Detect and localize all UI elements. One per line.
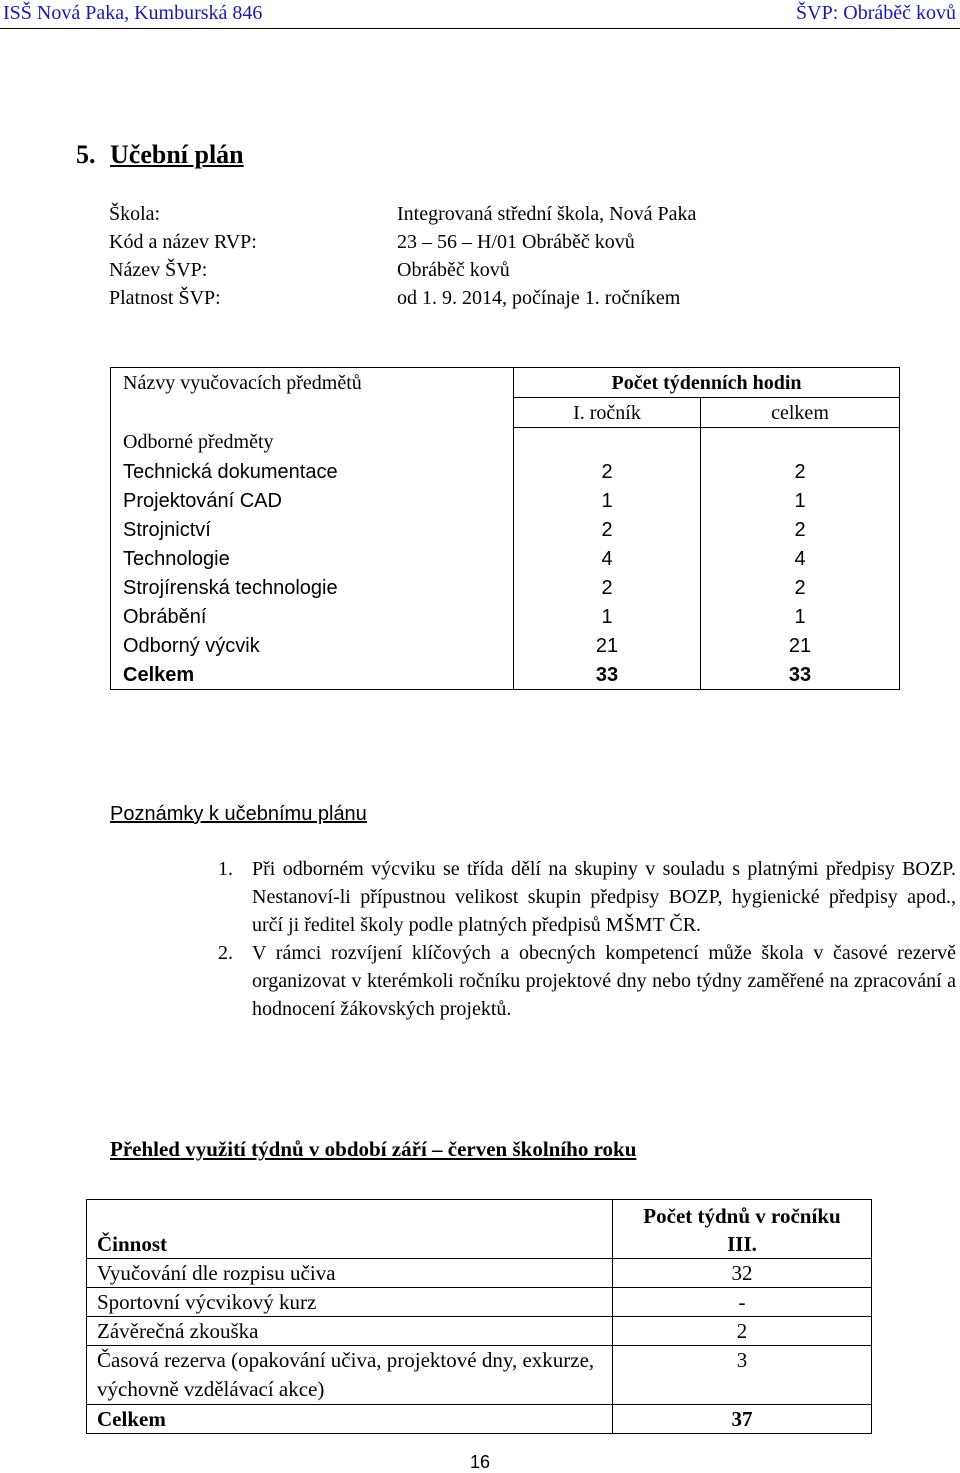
info-label: Škola: bbox=[109, 203, 161, 225]
subject-year-hours: 4 bbox=[514, 544, 701, 573]
table-row bbox=[87, 1317, 872, 1346]
table-row bbox=[111, 515, 900, 544]
col-subjects: Názvy vyučovacích předmětů bbox=[111, 368, 514, 398]
weeks-title-text: Přehled využití týdnů v období září – červen školního roku bbox=[110, 1137, 637, 1161]
weeks-title bbox=[110, 1137, 636, 1162]
table-row bbox=[111, 486, 900, 515]
table-total-row bbox=[111, 660, 900, 690]
notes-title: Poznámky k učebnímu plánu bbox=[110, 803, 367, 825]
empty-cell bbox=[701, 428, 900, 458]
info-value: od 1. 9. 2014, počínaje 1. ročníkem bbox=[397, 287, 681, 309]
table-row bbox=[111, 602, 900, 631]
table-row bbox=[111, 457, 900, 486]
note-item bbox=[218, 939, 956, 1023]
subject-year-hours: 21 bbox=[514, 631, 701, 660]
col-total bbox=[701, 398, 900, 428]
activity-name: Sportovní výcvikový kurz bbox=[87, 1288, 613, 1317]
table-row bbox=[87, 1288, 872, 1317]
empty-cell bbox=[87, 1200, 613, 1231]
total-label: Celkem bbox=[111, 660, 514, 690]
subject-name: Projektování CAD bbox=[111, 486, 514, 515]
header-program: ŠVP: Obráběč kovů bbox=[796, 2, 956, 24]
subject-name: Obrábění bbox=[111, 602, 514, 631]
col-total-label: celkem bbox=[771, 401, 829, 424]
note-item bbox=[218, 855, 956, 939]
table-total-row bbox=[87, 1405, 872, 1434]
total-weeks: 37 bbox=[613, 1405, 872, 1434]
col-year bbox=[514, 398, 701, 428]
table-subheader-row bbox=[87, 1230, 872, 1259]
col-activity: Činnost bbox=[87, 1230, 613, 1259]
weeks-table bbox=[86, 1199, 872, 1434]
table-header-row bbox=[87, 1200, 872, 1231]
empty-cell bbox=[111, 398, 514, 428]
table-header-row bbox=[111, 368, 900, 398]
activity-name: Časová rezerva (opakování učiva, projektové dny, exkurze, výchovně vzdělávací akce) bbox=[87, 1346, 613, 1405]
subject-total-hours: 4 bbox=[701, 544, 900, 573]
subject-total-hours: 21 bbox=[701, 631, 900, 660]
subject-year-hours: 2 bbox=[514, 515, 701, 544]
note-number: 2. bbox=[218, 942, 233, 964]
note-number: 1. bbox=[218, 858, 233, 880]
table-row bbox=[111, 631, 900, 660]
total-year-hours: 33 bbox=[514, 660, 701, 690]
subject-year-hours: 1 bbox=[514, 602, 701, 631]
table-row bbox=[87, 1346, 872, 1405]
info-label: Platnost ŠVP: bbox=[109, 287, 221, 309]
note-text: V rámci rozvíjení klíčových a obecných kompetencí může škola v časové rezervě organizovat v kterémkoli ročníku projektové dny nebo týdny zaměřené na zpracování a hodnocení žákovských projektů. bbox=[252, 942, 956, 1020]
col-hours-label: Počet týdenních hodin bbox=[611, 371, 802, 394]
section-heading bbox=[76, 140, 244, 170]
group-label: Odborné předměty bbox=[111, 428, 514, 458]
subject-total-hours: 2 bbox=[701, 573, 900, 602]
subject-total-hours: 2 bbox=[701, 515, 900, 544]
activity-weeks: 32 bbox=[613, 1259, 872, 1288]
info-value: 23 – 56 – H/01 Obráběč kovů bbox=[397, 231, 635, 253]
info-value: Integrovaná střední škola, Nová Paka bbox=[397, 203, 697, 225]
table-subheader-row bbox=[111, 398, 900, 428]
subject-name: Strojírenská technologie bbox=[111, 573, 514, 602]
total-label: Celkem bbox=[87, 1405, 613, 1434]
subject-year-hours: 2 bbox=[514, 573, 701, 602]
info-label: Kód a název RVP: bbox=[109, 231, 257, 253]
total-hours: 33 bbox=[701, 660, 900, 690]
empty-cell bbox=[514, 428, 701, 458]
table-row bbox=[111, 573, 900, 602]
header-school: ISŠ Nová Paka, Kumburská 846 bbox=[3, 2, 263, 24]
study-plan-table bbox=[110, 367, 900, 690]
subject-total-hours: 2 bbox=[701, 457, 900, 486]
table-row bbox=[87, 1259, 872, 1288]
activity-weeks: 2 bbox=[613, 1317, 872, 1346]
section-title: Učební plán bbox=[110, 140, 244, 169]
subject-name: Technická dokumentace bbox=[111, 457, 514, 486]
activity-weeks: - bbox=[613, 1288, 872, 1317]
table-row bbox=[111, 544, 900, 573]
subject-year-hours: 2 bbox=[514, 457, 701, 486]
section-number: 5. bbox=[76, 140, 96, 169]
page-number: 16 bbox=[469, 1452, 491, 1472]
notes-list bbox=[218, 855, 956, 1023]
info-value: Obráběč kovů bbox=[397, 259, 510, 281]
activity-weeks: 3 bbox=[613, 1346, 872, 1405]
subject-name: Odborný výcvik bbox=[111, 631, 514, 660]
subject-total-hours: 1 bbox=[701, 486, 900, 515]
col-weeks: Počet týdnů v ročníku bbox=[613, 1200, 872, 1231]
subject-name: Strojnictví bbox=[111, 515, 514, 544]
subject-name: Technologie bbox=[111, 544, 514, 573]
subject-total-hours: 1 bbox=[701, 602, 900, 631]
col-year: III. bbox=[613, 1230, 872, 1259]
header-divider bbox=[0, 28, 960, 29]
group-row bbox=[111, 428, 900, 458]
activity-name: Závěrečná zkouška bbox=[87, 1317, 613, 1346]
note-text: Při odborném výcviku se třída dělí na skupiny v souladu s platnými předpisy BOZP. Nestanoví-li přípustnou velikost skupin předpisy BOZP, hygienické předpisy apod., určí ji ředitel školy podle platných předpisů MŠMT ČR. bbox=[252, 858, 956, 936]
activity-name: Vyučování dle rozpisu učiva bbox=[87, 1259, 613, 1288]
info-label: Název ŠVP: bbox=[109, 259, 208, 281]
subject-year-hours: 1 bbox=[514, 486, 701, 515]
col-year-label: I. ročník bbox=[573, 401, 641, 424]
col-hours bbox=[514, 368, 900, 398]
